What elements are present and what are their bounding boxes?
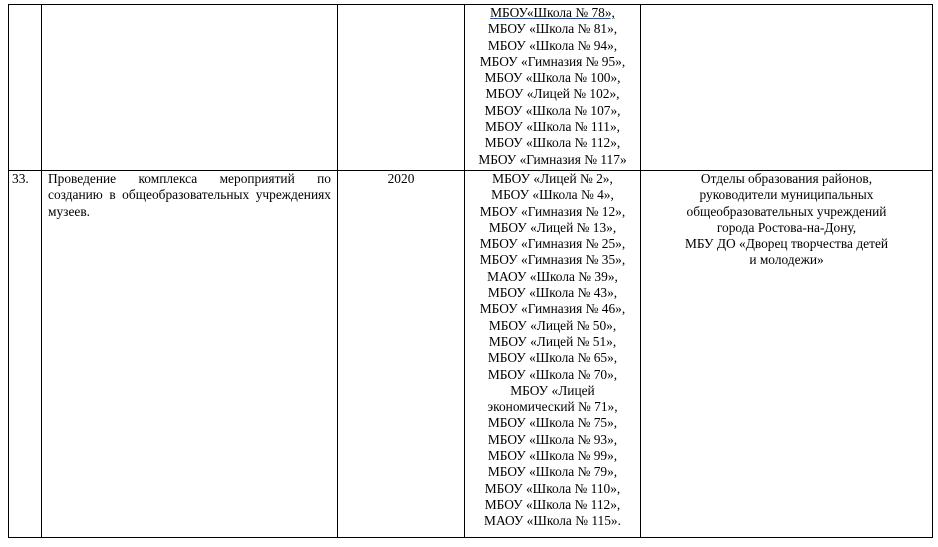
row-year: 2020 <box>338 171 465 538</box>
school-item: МБОУ «Гимназия № 25», <box>479 236 626 252</box>
school-item: МБОУ «Школа № 75», <box>487 415 618 431</box>
row-schools <box>465 171 641 538</box>
school-item: МБОУ «Гимназия № 35», <box>479 252 626 268</box>
responsible-line: руководители муниципальных <box>699 187 874 203</box>
school-item: МБОУ «Лицей № 13», <box>488 219 617 235</box>
school-item: МБОУ «Гимназия № 46», <box>479 301 626 317</box>
row-year <box>338 5 465 171</box>
school-item: МБОУ «Школа № 4», <box>491 187 614 203</box>
row-number <box>9 5 42 171</box>
school-item: экономический № 71», <box>487 399 618 415</box>
school-item: МБОУ «Школа № 112», <box>484 135 621 151</box>
school-item: МБОУ «Гимназия № 117» <box>478 151 627 167</box>
school-item: МБОУ «Лицей № 50», <box>488 317 617 333</box>
school-item: МБОУ «Лицей № 102», <box>485 86 620 102</box>
school-item: МАОУ «Школа № 39», <box>487 268 618 284</box>
responsible-line: города Ростова-на-Дону, <box>716 219 857 235</box>
school-item: МБОУ «Школа № 99», <box>487 448 618 464</box>
row-description <box>42 5 338 171</box>
school-item: МБОУ «Школа № 43», <box>487 285 618 301</box>
responsible-line: и молодежи» <box>749 252 824 268</box>
school-item: МБОУ «Лицей № 2», <box>492 171 613 186</box>
school-item: МБОУ «Школа № 65», <box>487 350 618 366</box>
school-item: МБОУ «Школа № 70», <box>487 366 618 382</box>
responsible-line: МБУ ДО «Дворец творчества детей <box>684 236 889 252</box>
school-item: МБОУ «Школа № 94», <box>487 37 618 53</box>
table-row <box>9 5 933 171</box>
school-item: МБОУ «Школа № 110», <box>484 480 621 496</box>
responsible-line: общеобразовательных учреждений <box>686 203 887 219</box>
school-item: МБОУ«Школа № 78», <box>490 5 615 20</box>
school-item: МБОУ «Школа № 107», <box>484 102 621 118</box>
school-item: МАОУ «Школа № 115». <box>484 513 621 529</box>
row-responsible <box>641 171 933 538</box>
row-schools <box>465 5 641 171</box>
row-number: 33. <box>9 171 42 538</box>
school-item: МБОУ «Лицей № 51», <box>488 333 617 349</box>
school-item: МБОУ «Школа № 111», <box>484 119 621 135</box>
row-responsible <box>641 5 933 171</box>
school-item: МБОУ «Школа № 81», <box>487 21 618 37</box>
school-item: МБОУ «Школа № 79», <box>487 464 618 480</box>
responsible-line: Отделы образования районов, <box>700 171 873 186</box>
table-row <box>9 171 933 538</box>
school-item: МБОУ «Школа № 112», <box>484 496 621 512</box>
school-item: МБОУ «Гимназия № 12», <box>479 203 626 219</box>
school-item: МБОУ «Школа № 93», <box>487 431 618 447</box>
row-description: Проведение комплекса мероприятий по созданию в общеобразовательных учреждениях музеев. <box>42 171 338 538</box>
school-item: МБОУ «Гимназия № 95», <box>479 53 626 69</box>
plan-table <box>8 4 933 538</box>
school-item: МБОУ «Школа № 100», <box>484 70 621 86</box>
school-item: МБОУ «Лицей <box>510 382 595 398</box>
